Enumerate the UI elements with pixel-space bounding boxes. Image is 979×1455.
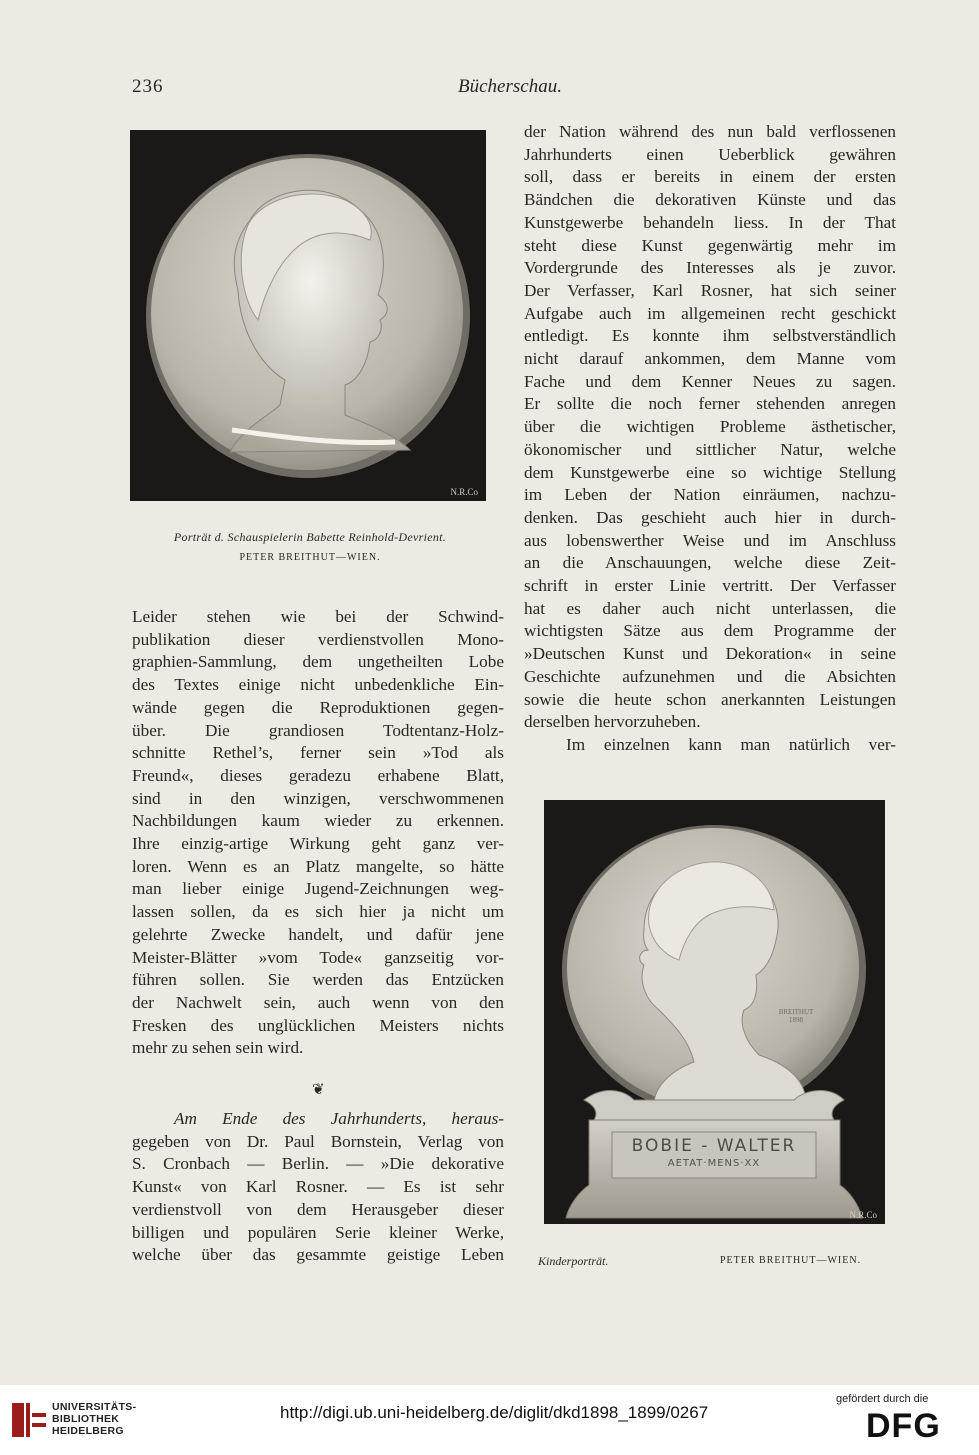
text-line: führen sollen. Sie werden das Entzücken [132, 970, 504, 990]
figure-caption: Porträt d. Schauspielerin Babette Reinhold-Devrient. [173, 530, 447, 544]
text-line: Leider stehen wie bei der Schwind- [132, 607, 504, 626]
text-line: an die Anschauungen, welche diese Zeit- [524, 553, 896, 573]
text-line: Fache und dem Kenner Neues zu sagen. [524, 371, 896, 391]
text-line: gegeben von Dr. Paul Bornstein, Verlag von [132, 1131, 504, 1151]
text-line: sowie die heute schon anerkannten Leistungen [524, 689, 896, 709]
text-line: Bändchen die dekorativen Künste und das [524, 190, 896, 210]
text-line: lassen sollen, da es sich hier ja nicht um [132, 902, 504, 922]
image-signature: N.R.Co [450, 487, 478, 497]
text-line: mehr zu sehen sein wird. [132, 1038, 304, 1058]
text-line: Ihre einzig-artige Wirkung geht ganz ver- [132, 834, 504, 854]
text-line: graphien-Sammlung, dem ungetheilten Lobe [132, 652, 504, 672]
figure-credit: PETER BREITHUT—WIEN. [239, 552, 381, 563]
text-line: hat es daher auch nicht unterlassen, die [524, 598, 896, 618]
text-line: nicht darauf ankommen, dem Manne vom [524, 349, 896, 369]
text-line: über die wichtigen Probleme ästhetischer, [524, 417, 896, 437]
artist-mark: BREITHUT 1898 [778, 1008, 814, 1024]
text-line: Jahrhunderts einen Ueberblick gewähren [524, 144, 896, 164]
text-line: Nachbildungen kaum wieder zu erkennen. [132, 811, 504, 831]
text-line: welche über das gesammte geistige Leben [132, 1245, 504, 1265]
text-line: der Nachwelt sein, auch wenn von den [132, 992, 504, 1012]
text-line: Kunst« von Karl Rosner. — Es ist sehr [132, 1177, 504, 1197]
text-line: Kunstgewerbe behandeln liess. In der That [524, 212, 896, 232]
text-line: entledigt. Es konnte ihm selbstverständlich [524, 326, 896, 346]
text-line: derselben hervorzuheben. [524, 712, 701, 732]
text-line: Der Verfasser, Karl Rosner, hat sich seiner [524, 280, 896, 300]
footer-banner [0, 1385, 979, 1455]
image-signature: N.R.Co [849, 1210, 877, 1220]
text-line: Im einzelnen kann man natürlich ver- [566, 734, 896, 754]
text-line: schrift in erster Linie vertritt. Der Verfasser [524, 576, 896, 596]
university-line: UNIVERSITÄTS- [52, 1401, 137, 1413]
funding-note: gefördert durch die [836, 1393, 929, 1405]
text-line: der Nation während des nun bald verflossenen [524, 122, 896, 141]
text-line: Meister-Blätter »vom Tode« ganzseitig vor- [132, 947, 504, 967]
text-line: gelehrte Zwecke handelt, und dafür jene [132, 924, 504, 944]
text-line: verdienstvoll von dem Herausgeber dieser [132, 1199, 504, 1219]
text-line: billigen und populären Serie kleiner Werke, [132, 1222, 504, 1242]
portrait-medallion-image [130, 130, 486, 501]
text-line: über. Die grandiosen Todtentanz-Holz- [132, 720, 504, 740]
medallion-woman-svg [130, 130, 486, 501]
right-column-paragraph-1 [524, 121, 896, 757]
text-line: man lieber einige Jugend-Zeichnungen weg- [132, 879, 504, 899]
text-line: schnitte Rethel’s, ferner sein »Tod als [132, 743, 504, 763]
plaque-title: BOBIE - WALTER [631, 1136, 797, 1156]
text-line: sind in den winzigen, verschwommenen [132, 788, 504, 808]
dfg-logo: DFG [866, 1407, 941, 1445]
text-line: denken. Das geschieht auch hier in durch- [524, 507, 896, 527]
university-line: BIBLIOTHEK [52, 1413, 120, 1425]
plaque-subtitle: AETAT·MENS·XX [667, 1158, 761, 1169]
text-line: Aufgabe auch im allgemeinen recht geschickt [524, 303, 896, 323]
child-plaque-image [544, 800, 885, 1224]
text-line: »Deutschen Kunst und Dekoration« in seine [524, 644, 896, 664]
text-line: Vordergrunde des Interesses als je zuvor. [524, 258, 896, 278]
text-line: S. Cronbach — Berlin. — »Die dekorative [132, 1154, 504, 1174]
text-line: Freund«, dieses geradezu erhabene Blatt, [132, 765, 504, 785]
text-line: wichtigsten Sätze aus dem Programme der [524, 621, 896, 641]
university-logo-icon [10, 1399, 48, 1441]
text-line: Am Ende des Jahrhunderts, heraus- [174, 1109, 504, 1128]
figure-caption: Kinderporträt. [538, 1254, 609, 1268]
running-title: Bücherschau. [458, 76, 562, 97]
left-column-paragraph-1 [132, 606, 504, 1060]
figure-credit: PETER BREITHUT—WIEN. [720, 1255, 862, 1266]
text-line: wände gegen die Reproduktionen gegen- [132, 697, 504, 717]
text-line: des Textes einige nicht unbedenkliche Ein- [132, 675, 504, 695]
text-line: ökonomischer und sittlicher Natur, welche [524, 439, 896, 459]
text-line: Fresken des unglücklichen Meisters nichts [132, 1015, 504, 1035]
page-number: 236 [132, 76, 164, 97]
text-line: aus lobenswerther Weise und im Anschluss [524, 530, 896, 550]
fleuron-ornament: ❦ [312, 1082, 325, 1098]
university-line: HEIDELBERG [52, 1425, 124, 1437]
text-line: steht diese Kunst gegenwärtig mehr im [524, 235, 896, 255]
university-name [52, 1401, 136, 1437]
text-line: soll, dass er bereits in einem der ersten [524, 167, 896, 187]
text-line: publikation dieser verdienstvollen Mono- [132, 629, 504, 649]
permalink-url[interactable]: http://digi.ub.uni-heidelberg.de/diglit/dkd1898_1899/0267 [280, 1403, 709, 1422]
text-line: loren. Wenn es an Platz mangelte, so hätte [132, 856, 504, 876]
text-line: Geschichte aufzunehmen und die Absichten [524, 666, 896, 686]
text-line: dem Kunstgewerbe eine so wichtige Stellung [524, 462, 896, 482]
text-line: Er sollte die noch ferner stehenden anregen [524, 394, 896, 414]
text-line: im Leben der Nation einräumen, nachzu- [524, 485, 896, 505]
left-column-paragraph-2 [132, 1108, 504, 1267]
